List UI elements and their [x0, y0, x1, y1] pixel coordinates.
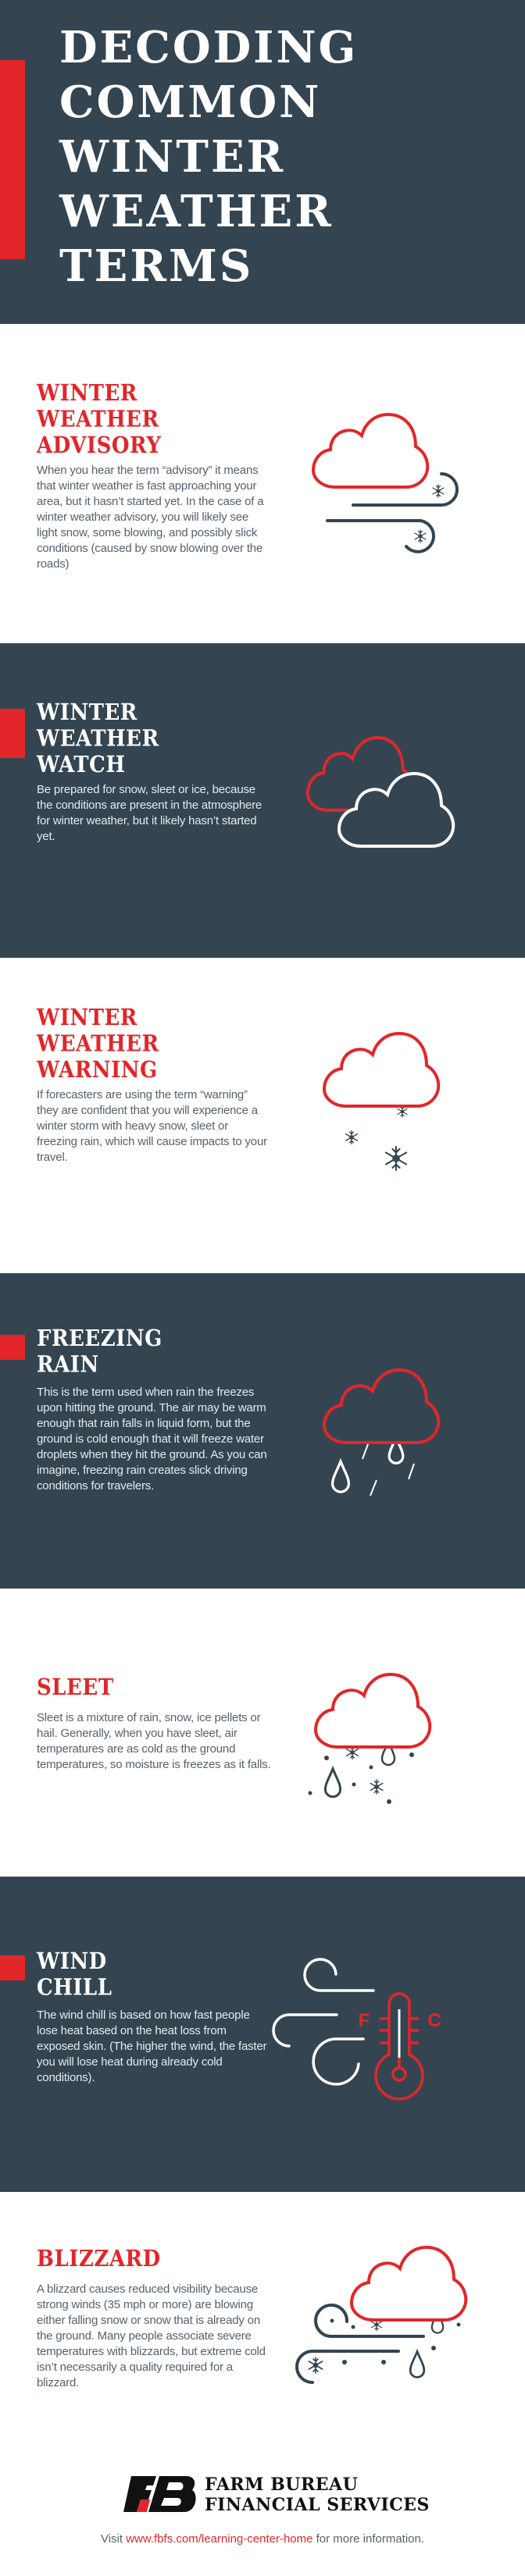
snowflake-icon — [415, 530, 426, 543]
two-clouds-icon — [0, 643, 525, 958]
section-title: WINTER WEATHER WARNING — [37, 1005, 159, 1083]
section-body: If forecasters are using the term “warning” they are confident that you will experience a winter storm with heavy snow, sleet or freezing rain, which will cause impacts to your travel. — [37, 1088, 267, 1164]
cloud-sleet-icon — [0, 1589, 525, 1877]
section-title: BLIZZARD — [37, 2246, 161, 2272]
cloud-icon — [339, 774, 453, 846]
wind-thermometer-icon — [0, 1877, 525, 2192]
cloud-icon — [313, 415, 427, 487]
section-body: When you hear the term “advisory” it means that winter weather is fast approaching your area, but it hasn’t started yet. In the case of a winter weather advisory, you will likely see light snow, some blowing, and possibly slick conditions (caused by snow blowing over the roads) — [37, 464, 264, 571]
section-sleet — [0, 1589, 525, 1877]
section-body: This is the term used when rain the freezes upon hitting the ground. The air may be warm enough that rain falls in liquid form, but the ground is cold enough that it will freeze water droplets when they hit the ground. As you can imagine, freezing rain creates slick driving conditions for travelers. — [37, 1386, 267, 1493]
cloud-blizzard-icon — [0, 2192, 525, 2395]
section-winter-weather-watch — [0, 643, 525, 958]
cloud-icon — [316, 1674, 430, 1747]
section-title: SLEET — [37, 1674, 114, 1701]
section-title: WIND CHILL — [37, 1948, 112, 2001]
ice-pellets-icon — [309, 1752, 415, 1804]
section-blizzard — [0, 2192, 525, 2576]
cloud-snow-icon — [0, 958, 525, 1273]
snow-dots-icon — [330, 2319, 461, 2365]
section-title: WINTER WEATHER ADVISORY — [37, 380, 162, 459]
section-body: Sleet is a mixture of rain, snow, ice pellets or hail. Generally, when you have sleet, air temperatures are as cold as the ground temperatures, so moisture is freezes as it falls. — [37, 1711, 271, 1771]
section-title: FREEZING RAIN — [37, 1325, 162, 1379]
page-title: DECODING COMMON WINTER WEATHER TERMS — [59, 22, 359, 292]
cloud-rain-icon — [0, 1273, 525, 1589]
raindrop-icon — [325, 1769, 340, 1797]
section-wind-chill — [0, 1877, 525, 2192]
cloud-wind-snow-icon — [0, 324, 525, 643]
cloud-icon — [352, 2247, 466, 2320]
snowflake-icon — [309, 2357, 322, 2373]
accent-bar — [0, 60, 25, 259]
section-winter-weather-advisory — [0, 324, 525, 643]
header — [0, 0, 525, 324]
section-body: The wind chill is based on how fast people lose heat based on the heat loss from exposed skin. (The higher the wind, the faster you will lose heat during already cold conditions). — [37, 2008, 267, 2084]
cloud-icon — [324, 1370, 438, 1443]
section-body: Be prepared for snow, sleet or ice, because the conditions are present in the atmosphere for winter weather, but it likely hasn’t started yet. — [37, 783, 262, 843]
visit-note — [0, 2532, 525, 2546]
raindrop-icon — [410, 2351, 424, 2377]
snowflake-icon — [398, 1106, 407, 1117]
visit-prefix: Visit — [100, 2532, 127, 2546]
snowflake-icon — [386, 1147, 406, 1170]
celsius-label: C — [427, 2010, 441, 2031]
wind-icon — [327, 521, 434, 552]
section-title: WINTER WEATHER WATCH — [37, 699, 159, 778]
section-freezing-rain — [0, 1273, 525, 1589]
logo-line-2: FINANCIAL SERVICES — [205, 2495, 430, 2515]
raindrop-icon — [333, 1461, 349, 1492]
section-winter-weather-warning — [0, 958, 525, 1273]
snowflake-icon — [433, 485, 444, 497]
cloud-icon — [324, 1034, 438, 1106]
logo-wordmark — [205, 2475, 430, 2515]
rain-streaks-icon — [362, 1444, 414, 1496]
farm-bureau-logo — [123, 2476, 202, 2512]
snowflake-icon — [346, 1131, 358, 1144]
fahrenheit-label: F — [358, 2010, 370, 2031]
visit-suffix: for more information. — [312, 2532, 425, 2546]
logo-line-1: FARM BUREAU — [205, 2475, 359, 2495]
website-link[interactable]: www.fbfs.com/learning-center-home — [126, 2532, 313, 2546]
snowflake-icon — [370, 1780, 383, 1794]
section-body: A blizzard causes reduced visibility because strong winds (35 mph or more) are blowing either falling snow or snow that is already on the ground. Many people associate severe temperatures with blizzards, but extreme cold isn’t necessarily a quality required for a blizzard. — [37, 2282, 266, 2389]
